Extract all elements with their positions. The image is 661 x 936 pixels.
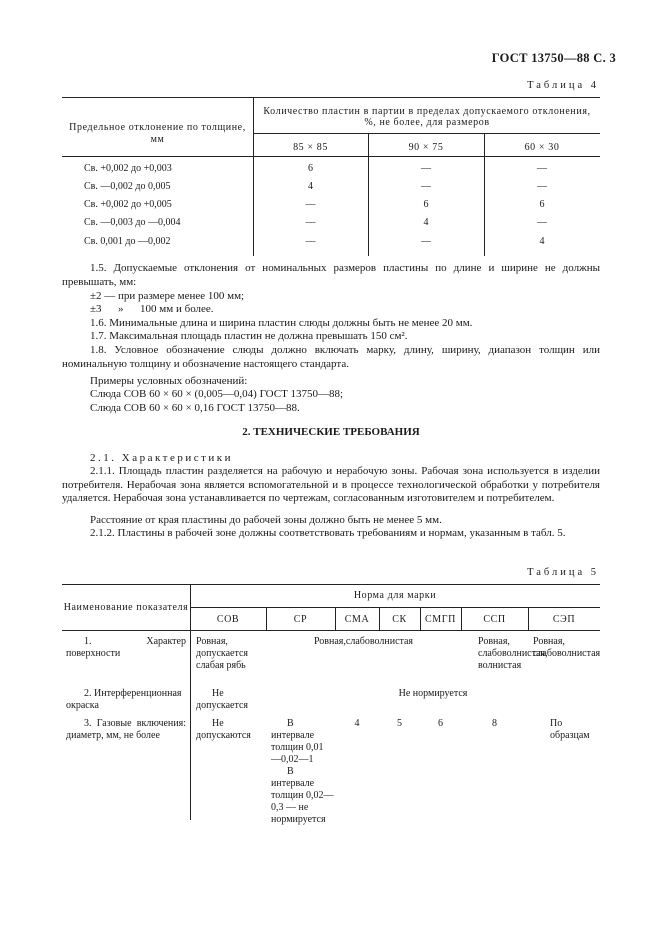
table5-cell-sov: Не допускаются xyxy=(196,718,251,741)
table5-mark-header: СОВ xyxy=(216,614,240,625)
examples-title: Примеры условных обозначений: xyxy=(90,375,248,387)
table4-size-header: 90 × 75 xyxy=(408,142,444,153)
table5-mark-header: СР xyxy=(293,614,308,625)
table5-cell-sk: 5 xyxy=(397,718,402,729)
table5-cell-smgp: 6 xyxy=(438,718,443,729)
table4-cell: — xyxy=(537,181,547,192)
table4-cell: — xyxy=(537,163,547,174)
table5-row-label: 1. Характер поверхности xyxy=(66,636,186,659)
paragraph-1-5-a: ±2 — при размере менее 100 мм; xyxy=(90,290,245,302)
paragraph-1-5-b: ±3 » 100 мм и более. xyxy=(90,303,214,315)
table4-cell: 4 xyxy=(539,236,545,247)
table4-caption: Таблица 4 xyxy=(527,80,599,91)
table5-mark-header: СМА xyxy=(344,614,370,625)
page-header: ГОСТ 13750—88 С. 3 xyxy=(491,51,616,65)
table4-row-label: Св. —0,003 до —0,004 xyxy=(84,217,181,228)
table4-size-header: 85 × 85 xyxy=(293,142,328,153)
table4-group-header: Количество пластин в партии в пределах допускаемого отклонения, %, не более, для размеров xyxy=(263,106,591,128)
paragraph-2-1-2: 2.1.2. Пластины в рабочей зоне должны соответствовать требованиям и нормам, указанным в табл. 5. xyxy=(90,527,566,539)
table5-cell-sep: Ровная, слабоволнистая xyxy=(533,636,601,659)
table4-cell: — xyxy=(305,217,316,228)
table4-cell: 4 xyxy=(308,181,313,192)
table5-cell-merged: Ровная,слабоволнистая xyxy=(313,636,414,647)
table4-cell: — xyxy=(421,236,431,247)
paragraph-1-8: 1.8. Условное обозначение слюды должно включать марку, длину, ширину, диапазон толщин или номинальную толщину и обозначение настоящего стандарта. xyxy=(62,344,600,370)
table4-cell: — xyxy=(421,163,431,174)
table5-cell-ssp: 8 xyxy=(492,718,497,729)
table5-caption: Таблица 5 xyxy=(527,567,599,578)
paragraph-2-1: 2.1. Характеристики xyxy=(90,452,234,464)
section-2-title: 2. ТЕХНИЧЕСКИЕ ТРЕБОВАНИЯ xyxy=(242,426,420,438)
table5-cell-merged: Не нормируется xyxy=(398,688,468,699)
table5-cell-ssp: Ровная, слабоволнистая, волнистая xyxy=(478,636,548,671)
table4-cell: — xyxy=(537,217,547,228)
table5-col1-header: Наименование показателя xyxy=(63,602,189,613)
table4-row-label: Св. 0,001 до —0,002 xyxy=(84,236,171,247)
paragraph-1-6: 1.6. Минимальные длина и ширина пластин слюды должны быть не менее 20 мм. xyxy=(90,317,473,329)
table5-cell-sov: Не допускается xyxy=(196,688,248,711)
paragraph-1-5: 1.5. Допускаемые отклонения от номинальных размеров пластины по длине и ширине не должны превышать, мм: xyxy=(62,262,600,288)
table4-cell: 6 xyxy=(423,199,429,210)
table4-row-label: Св. —0,002 до 0,005 xyxy=(84,181,171,192)
table5-mark-header: СК xyxy=(392,614,407,625)
paragraph-2-1-1-b: Расстояние от края пластины до рабочей зоны должно быть не менее 5 мм. xyxy=(90,514,442,526)
paragraph-1-7: 1.7. Максимальная площадь пластин не должна превышать 150 см². xyxy=(90,330,408,342)
table5-row-label: 3. Газовые включения: диаметр, мм, не более xyxy=(66,718,186,741)
example-1: Слюда СОВ 60 × 60 × (0,005—0,04) ГОСТ 13750—88; xyxy=(90,388,344,400)
example-2: Слюда СОВ 60 × 60 × 0,16 ГОСТ 13750—88. xyxy=(90,402,300,414)
table4-row-label: Св. +0,002 до +0,005 xyxy=(84,199,172,210)
table4-cell: 6 xyxy=(308,163,313,174)
table5-row-label: 2. Интерференционная окраска xyxy=(66,688,182,711)
paragraph-2-1-1: 2.1.1. Площадь пластин разделяется на рабочую и нерабочую зоны. Рабочая зона используется в изделии потребителя. Нерабочая зона является вспомогательной и в процессе технологической обработки у потребителя удаляется. Нерабочая зона устанавливается по чертежам, согласованным изготовителем и потребителем. xyxy=(62,465,600,504)
table4-cell: — xyxy=(421,181,431,192)
table4-cell: — xyxy=(305,236,316,247)
table5-cell-sma: 4 xyxy=(354,718,360,729)
table5-cell-sr: В интервале толщин 0,01—0,02—1 xyxy=(271,718,324,765)
table4-size-header: 60 × 30 xyxy=(524,142,560,153)
table4-cell: — xyxy=(305,199,316,210)
table5-mark-header: СЭП xyxy=(552,614,576,625)
table4-col1-header: Предельное отклонение по толщине, мм xyxy=(69,122,246,145)
table4-cell: 4 xyxy=(423,217,429,228)
table5-group-header: Норма для марки xyxy=(353,590,437,601)
table5-cell-sep: По образцам xyxy=(550,718,590,741)
table5-cell-sov: Ровная, допускается слабая рябь xyxy=(196,636,248,671)
table5-mark-header: ССП xyxy=(483,614,506,625)
table5-cell-sr: В интервале толщин 0,02—0,3 — не нормируется xyxy=(271,766,334,825)
table5-mark-header: СМГП xyxy=(425,614,456,625)
table4-cell: 6 xyxy=(539,199,545,210)
table4-row-label: Св. +0,002 до +0,003 xyxy=(84,163,172,174)
